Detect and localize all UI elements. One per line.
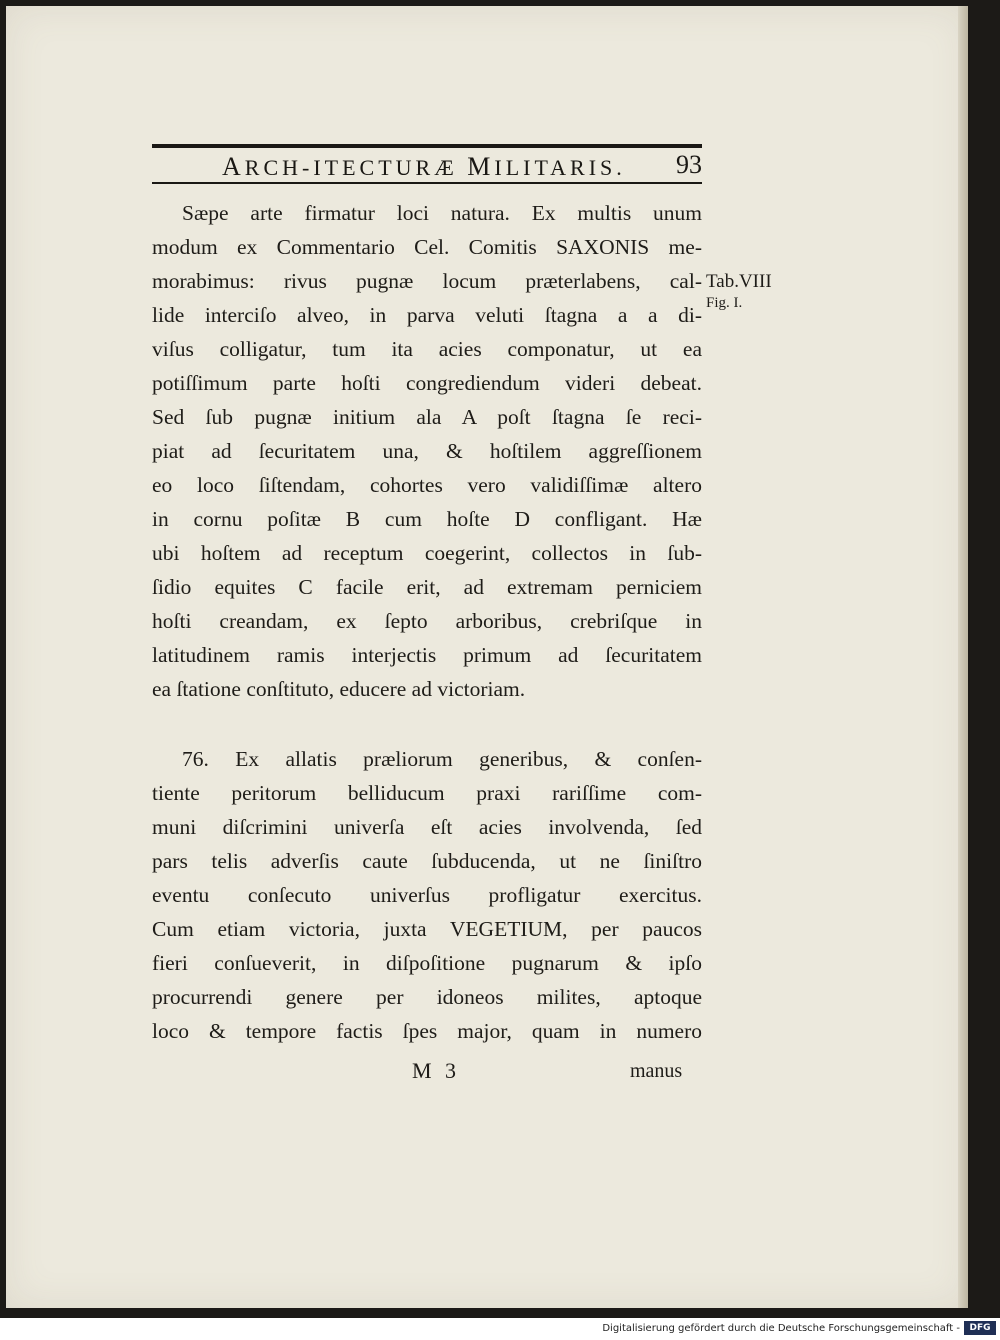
text-line: pars telis adverſis caute ſubducenda, ut ne ſiniſtro bbox=[152, 849, 702, 873]
text-line: Cum etiam victoria, juxta VEGETIUM, per paucos bbox=[152, 917, 702, 941]
margin-note bbox=[706, 270, 772, 312]
text-line: modum ex Commentario Cel. Comitis SAXONIS me- bbox=[152, 235, 702, 259]
text-line: Sæpe arte firmatur loci natura. Ex multis unum bbox=[182, 201, 702, 225]
text-line: eo loco ſiſtendam, cohortes vero validiſſimæ altero bbox=[152, 473, 702, 497]
text-line: ſidio equites C facile erit, ad extremam perniciem bbox=[152, 575, 702, 599]
text-line: fieri conſueverit, in diſpoſitione pugnarum & ipſo bbox=[152, 951, 702, 975]
text-line: viſus colligatur, tum ita acies componatur, ut ea bbox=[152, 337, 702, 361]
catchword: manus bbox=[630, 1060, 683, 1082]
running-title bbox=[222, 152, 626, 182]
text-line: muni diſcrimini univerſa eſt acies involvenda, ſed bbox=[152, 815, 702, 839]
text-line: eventu conſecuto univerſus profligatur exercitus. bbox=[152, 883, 702, 907]
text-line: tiente peritorum belliducum praxi rariſſime com- bbox=[152, 781, 702, 805]
running-title-initial-1: A bbox=[222, 152, 245, 181]
body-text bbox=[152, 196, 702, 1048]
footer-bar bbox=[0, 1318, 1000, 1340]
paragraph-1 bbox=[152, 196, 702, 706]
text-line: latitudinem ramis interjectis primum ad ſecuritatem bbox=[152, 643, 702, 667]
text-line: loco & tempore factis ſpes major, quam in numero bbox=[152, 1019, 702, 1043]
text-line: Sed ſub pugnæ initium ala A poſt ſtagna ſe reci- bbox=[152, 405, 702, 429]
text-line: hoſti creandam, ex ſepto arboribus, crebriſque in bbox=[152, 609, 702, 633]
running-title-initial-2: M bbox=[467, 152, 495, 181]
header-rule-bottom bbox=[152, 182, 702, 184]
text-line: lide interciſo alveo, in parva veluti ſtagna a a di- bbox=[152, 303, 702, 327]
text-line: procurrendi genere per idoneos milites, aptoque bbox=[152, 985, 702, 1009]
text-line: morabimus: rivus pugnæ locum præterlabens, cal- bbox=[152, 269, 702, 293]
page-edge bbox=[958, 6, 968, 1308]
page-number: 93 bbox=[676, 150, 702, 179]
running-title-word-1: RCH-ITECTURÆ bbox=[244, 155, 468, 180]
text-line: potiſſimum parte hoſti congrediendum videri debeat. bbox=[152, 371, 702, 395]
text-line: piat ad ſecuritatem una, & hoſtilem aggreſſionem bbox=[152, 439, 702, 463]
running-title-word-2: ILITARIS. bbox=[494, 155, 626, 180]
paragraph-gap bbox=[152, 706, 702, 742]
text-line: 76. Ex allatis præliorum generibus, & conſen- bbox=[182, 747, 702, 771]
footer-credit: Digitalisierung gefördert durch die Deutsche Forschungsgemeinschaft - bbox=[602, 1323, 960, 1334]
text-line: ea ſtatione conſtituto, educere ad victoriam. bbox=[152, 677, 526, 701]
margin-note-tab: Tab.VIII bbox=[706, 271, 772, 292]
text-line: ubi hoſtem ad receptum coegerint, collectos in ſub- bbox=[152, 541, 702, 565]
dfg-logo-icon: DFG bbox=[964, 1321, 996, 1335]
signature-mark: M 3 bbox=[412, 1058, 461, 1083]
text-line: in cornu poſitæ B cum hoſte D confligant. Hæ bbox=[152, 507, 702, 531]
margin-note-fig: Fig. I. bbox=[706, 295, 743, 311]
header-rule-top bbox=[152, 144, 702, 148]
paragraph-2 bbox=[152, 742, 702, 1048]
running-head bbox=[152, 140, 702, 188]
